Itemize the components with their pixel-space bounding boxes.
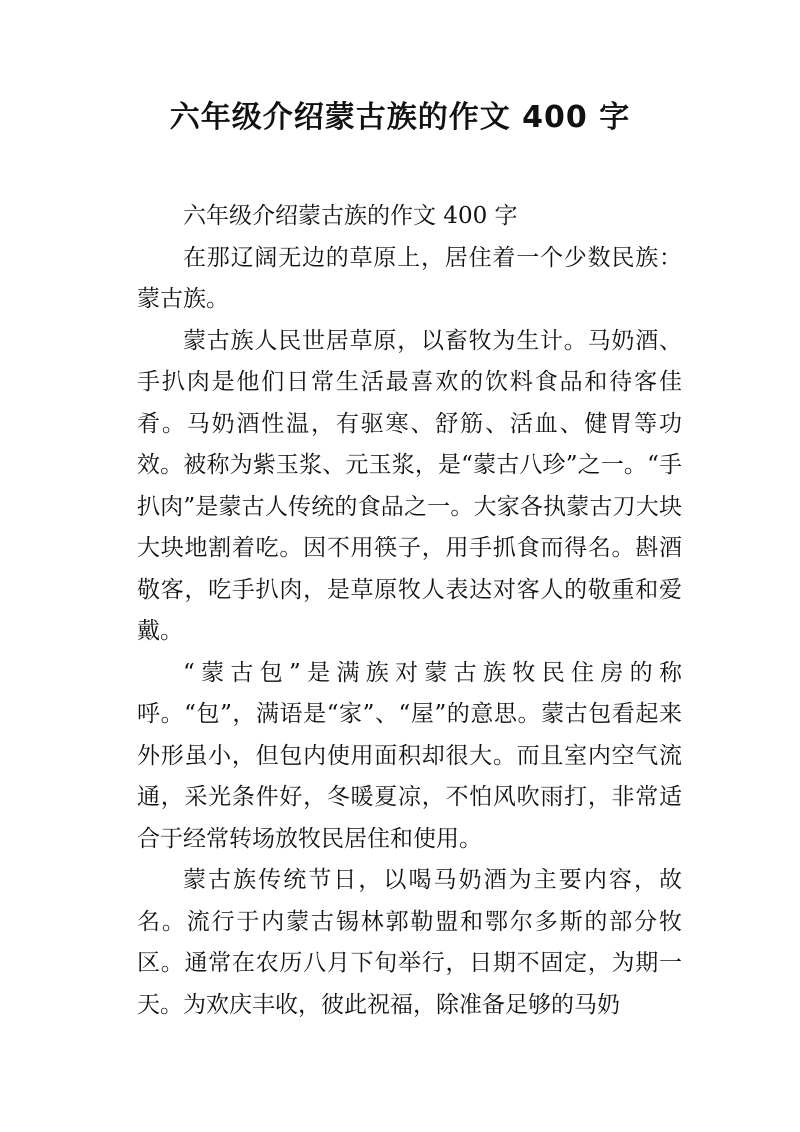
document-title: 六年级介绍蒙古族的作文 400 字 <box>169 100 631 135</box>
paragraph-yurt: “蒙古包”是满族对蒙古族牧民住房的称呼。“包”，满语是“家”、“屋”的意思。蒙古包看起来外形虽小，但包内使用面积却很大。而且室内空气流通，采光条件好，冬暖夏凉，不怕风吹雨打，非常适合于经常转场放牧民居住和使用。 <box>137 659 682 852</box>
paragraph-intro: 在那辽阔无边的草原上，居住着一个少数民族：蒙古族。 <box>137 244 682 312</box>
paragraph-subtitle: 六年级介绍蒙古族的作文 400 字 <box>183 203 518 229</box>
paragraph-food: 蒙古族人民世居草原，以畜牧为生计。马奶酒、手扒肉是他们日常生活最喜欢的饮料食品和待客佳肴。马奶酒性温，有驱寒、舒筋、活血、健胃等功效。被称为紫玉浆、元玉浆，是“蒙古八珍”之一。“手扒肉”是蒙古人传统的食品之一。大家各执蒙古刀大块大块地割着吃。因不用筷子，用手抓食而得名。斟酒敬客，吃手扒肉，是草原牧人表达对客人的敬重和爱戴。 <box>137 327 682 644</box>
paragraph-festival: 蒙古族传统节日，以喝马奶酒为主要内容，故名。流行于内蒙古锡林郭勒盟和鄂尔多斯的部分牧区。通常在农历八月下旬举行，日期不固定，为期一天。为欢庆丰收，彼此祝福，除准备足够的马奶 <box>137 867 682 1018</box>
document-body <box>137 196 682 1026</box>
